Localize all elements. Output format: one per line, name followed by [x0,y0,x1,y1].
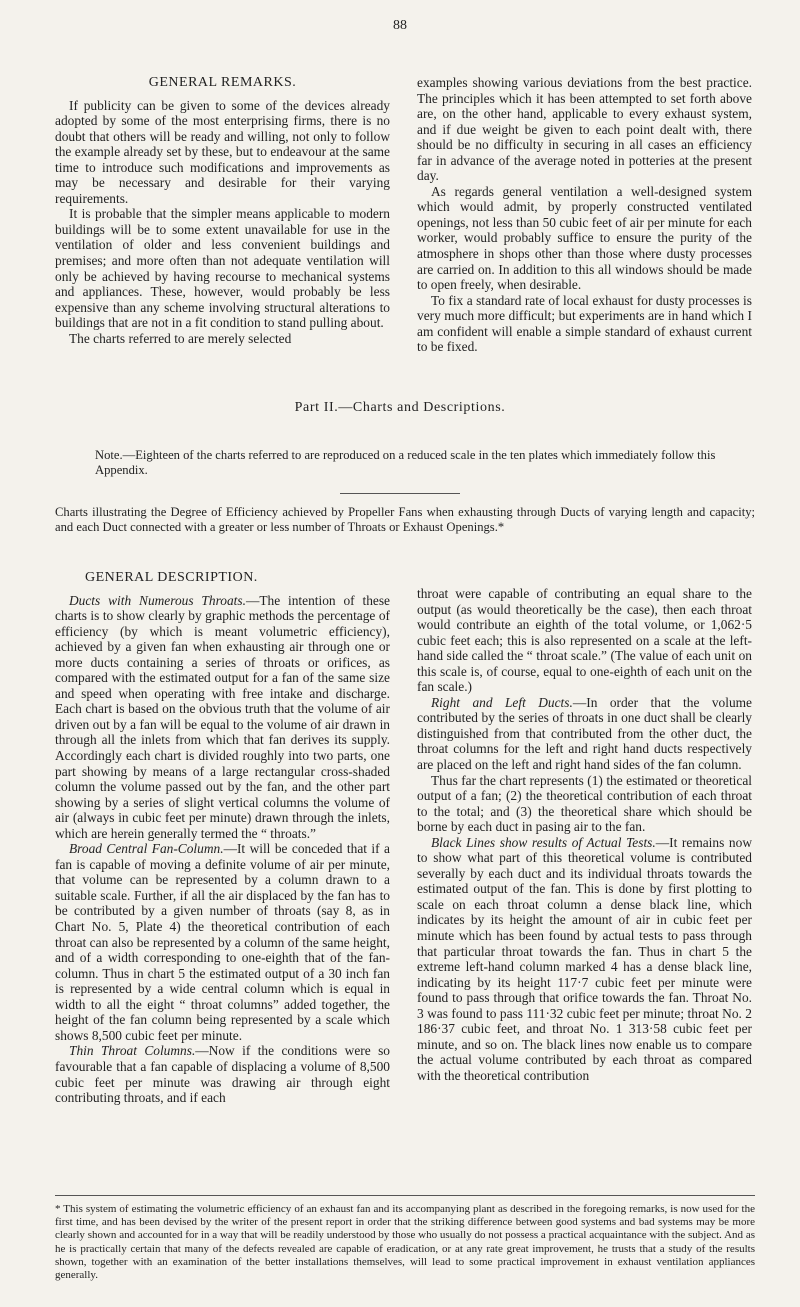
paragraph: It is probable that the simpler means applicable to modern buildings will be to some extent unavailable for use in the ventilation of older and less convenient buildings and premises; and more often than not adequate ventilation will only be achieved by having recourse to mechanical systems and appliances. These, however, would probably be less expensive than any scheme involving structural alterations to buildings that are not in a fit condition to stand pulling about. [55,206,390,331]
paragraph-text: —The intention of these charts is to show clearly by graphic methods the percentage of efficiency (by which is meant volumetric efficiency), achieved by a given fan when exhausting air through one or more ducts containing a series of throats or orifices, as compared with the estimated output for a fan of the same size and speed when operating with free intake and discharge. Each chart is based on the obvious truth that the volume of air driven out by a fan will be equal to the volume of air drawn in through all the inlets from which that fan derives its supply. Accordingly each chart is divided roughly into two parts, one part showing by means of a large rectangular cross-shaded column the volume passed out by the fan, and the other part showing by a series of slight vertical columns the volume of air (always in cubic feet per minute) drawn through the inlets, which are herein generally termed the “ throats.” [55,592,390,841]
paragraph-lead: Black Lines show results of Actual Tests. [431,834,656,850]
paragraph: As regards general ventilation a well-designed system which would admit, by properly constructed ventilated openings, not less than 50 cubic feet of air per minute for each worker, would probably suffice to ensure the purity of the atmosphere in shops other than those where dusty processes are carried on. In addition to this all windows should be made to open freely, when desirable. [417,183,752,293]
paragraph [55,1043,390,1105]
paragraph: If publicity can be given to some of the devices already adopted by some of the most enterprising firms, there is no doubt that others will be ready and willing, not only to follow the example already set by these, but to endeavour at the same time to introduce such modifications and improvements as may be necessary and desirable for their varying requirements. [55,97,390,206]
charts-intro: Charts illustrating the Degree of Efficiency achieved by Propeller Fans when exhausting through Ducts of varying length and capacity; and each Duct connected with a greater or less number of Throats or Exhaust Openings.* [55,505,755,534]
paragraph [417,695,752,773]
general-description-left-column [55,570,390,1106]
paragraph [417,773,752,835]
paragraph-text: —In order that the volume contributed by the series of throats in one duct shall be clearly distinguished from that contributed from the other duct, the throat columns for the left and right hand ducts respectively are placed on the left and right hand sides of the fan column. [417,694,753,773]
page-number: 88 [393,18,407,33]
paragraph-text: —It will be conceded that if a fan is capable of moving a definite volume of air per minute, that volume can be represented by a column drawn to a suitable scale. Further, if all the air displaced by the fan has to be contributed by a given number of throats (say 8, as in Chart No. 5, Plate 4) the theoretical contribution of each throat can also be represented by a column of the same height, and of a width corresponding to one-eighth that of the fan-column. Thus in chart 5 the estimated output of a 30 inch fan is represented by a wide central column which is equal in width to all the eight “ throat columns” added together, the height of the fan column being represented by a scale which shows 8,500 cubic feet per minute. [55,841,390,1043]
paragraph: examples showing various deviations from the best practice. The principles which it has been attempted to set forth above are, on the other hand, applicable to every exhaust system, and if due weight be given to each point dealt with, there should be no difficulty in securing in all cases an efficiency far in advance of the average noted in potteries at the present day. [417,75,752,184]
paragraph [417,835,752,1084]
paragraph-text: —It remains now to show what part of this theoretical volume is contributed severally by each duct and its individual throats towards the estimated output of the fan. This is done by first plotting to scale on each throat column a dense black line, which indicates by its height the amount of air in cubic feet per minute which has been found by actual tests to pass through that particular throat towards the fan. Thus in chart 5 the extreme left-hand column marked 4 has a dense black line, indicating by its height 117·7 cubic feet per minute were found to pass through that orifice towards the fan. Throat No. 3 was found to pass 111·32 cubic feet per minute; throat No. 2 186·37 cubic feet, and throat No. 1 313·58 cubic feet per minute, and so on. The black lines now enable us to compare the actual volume contributed by each throat as compared with the theoretical contribution [417,834,752,1083]
general-description-heading: GENERAL DESCRIPTION. [85,570,258,585]
general-remarks-left-column [55,75,390,346]
paragraph-text: Thus far the chart represents (1) the estimated or theoretical output of a fan; (2) the theoretical contribution of each throat to the total; and (3) the theoretical share which should be borne by each duct in pasing air to the fan. [417,772,752,835]
paragraph [55,593,390,842]
paragraph [55,841,390,1043]
paragraph [417,586,752,695]
paragraph: To fix a standard rate of local exhaust for dusty processes is very much more difficult; but experiments are in hand which I am confident will enable a simple standard of exhaust current to be fixed. [417,292,752,355]
footnote-divider [55,1195,755,1196]
divider [340,493,460,494]
note: Note.—Eighteen of the charts referred to are reproduced on a reduced scale in the ten plates which immediately follow this Appendix. [95,448,716,477]
paragraph-lead: Broad Central Fan-Column. [69,841,224,857]
paragraph-lead: Ducts with Numerous Throats. [69,592,246,608]
paragraph-text: throat were capable of contributing an equal share to the output (as would theoretically be the case), then each throat would contribute an eighth of the total volume, or 1,062·5 cubic feet each; this is also represented on a scale at the left-hand side called the “ throat scale.” (The value of each unit on this scale is, of course, equal to one-eighth of each unit on the fan scale.) [417,586,752,695]
general-remarks-right-column [417,75,752,355]
paragraph-lead: Thin Throat Columns. [69,1043,196,1059]
paragraph: The charts referred to are merely selected [69,330,292,346]
general-description-right-column [417,586,752,1084]
footnote: * This system of estimating the volumetric efficiency of an exhaust fan and its accompanying plant as described in the foregoing remarks, is now used for the first time, and has been devised by the writer of the present report in order that the striking difference between good systems and bad systems may be more clearly shown and accounted for in a way that will be readily understood by those who usually do not possess a practical acquaintance with the subject. And as he is practically certain that many of the defects revealed are capable of eradication, or at any rate great improvement, he trusts that a study of the results shown, together with an examination of the better installations themselves, will lead to some practical improvement in exhaust ventilation appliances generally. [55,1203,755,1282]
paragraph-lead: Right and Left Ducts. [431,694,573,710]
paragraph-text: —Now if the conditions were so favourable that a fan capable of displacing a volume of 8,500 cubic feet per minute was drawing air through eight contributing throats, and if each [55,1043,390,1106]
part-heading: Part II.—Charts and Descriptions. [294,400,506,415]
general-remarks-heading: GENERAL REMARKS. [148,75,297,90]
